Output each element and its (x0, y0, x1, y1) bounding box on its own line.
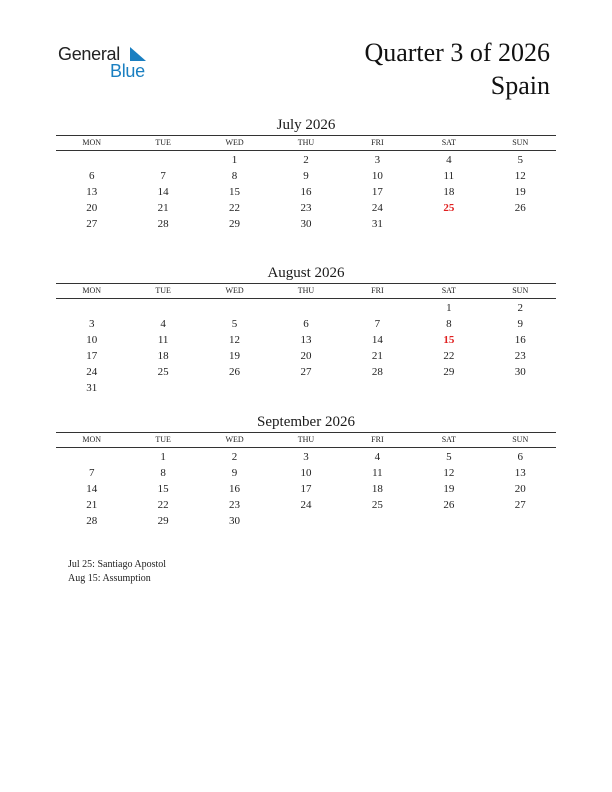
day-cell: 24 (86, 366, 98, 378)
day-cell: 4 (446, 154, 452, 166)
month-title: September 2026 (257, 414, 355, 430)
week-row (56, 316, 556, 332)
week-row (56, 216, 556, 232)
week-row (56, 332, 556, 348)
holiday-note: Aug 15: Assumption (68, 573, 151, 584)
empty-day-cell (127, 152, 198, 168)
day-cell: 29 (157, 515, 169, 527)
weekday-header-row (56, 283, 556, 299)
weekday-header: WED (225, 286, 244, 295)
day-cell: 5 (231, 318, 238, 330)
day-cell: 30 (229, 515, 241, 527)
day-cell: 4 (160, 318, 166, 330)
week-row (56, 152, 556, 168)
day-cell: 10 (300, 467, 312, 479)
weekday-header: SUN (512, 286, 529, 295)
day-cell: 28 (86, 515, 98, 527)
weekday-header: TUE (155, 286, 171, 295)
weekday-header: MON (82, 435, 102, 444)
day-cell: 1 (446, 302, 452, 314)
month-title: August 2026 (267, 265, 345, 281)
month-august (56, 264, 556, 396)
day-cell: 2 (303, 154, 309, 166)
day-cell: 11 (157, 334, 169, 346)
weekday-header: SUN (512, 138, 529, 147)
day-cell: 31 (86, 382, 98, 394)
day-cell: 29 (443, 366, 455, 378)
weekday-header: FRI (371, 138, 384, 147)
day-cell: 6 (88, 170, 95, 182)
day-cell: 13 (514, 467, 526, 479)
logo-blue-text: Blue (110, 61, 145, 81)
day-cell: 15 (157, 483, 169, 495)
day-cell: 20 (300, 350, 312, 362)
day-cell: 6 (517, 451, 523, 463)
empty-day-cell (56, 152, 127, 168)
day-cell: 24 (371, 202, 383, 214)
week-row (56, 300, 556, 316)
week-row (56, 481, 556, 497)
day-cell: 5 (517, 154, 523, 166)
day-cell: 27 (86, 218, 98, 230)
day-cell: 24 (300, 499, 312, 511)
day-cell: 25 (371, 499, 383, 511)
day-cell: 7 (374, 318, 381, 330)
day-cell: 3 (303, 451, 309, 463)
day-cell: 14 (86, 483, 98, 495)
title-country: Spain (490, 71, 550, 100)
empty-day-cell (413, 513, 484, 529)
weekday-header: TUE (155, 138, 171, 147)
day-cell: 8 (446, 318, 452, 330)
weekday-header: FRI (371, 286, 384, 295)
weekday-header: SUN (512, 435, 529, 444)
day-cell: 23 (514, 350, 526, 362)
empty-day-cell (270, 300, 341, 316)
day-cell: 9 (231, 467, 238, 479)
day-cell: 21 (157, 202, 169, 214)
day-cell: 16 (514, 334, 526, 346)
week-row (56, 380, 556, 396)
weekday-header: SAT (441, 286, 456, 295)
day-cell: 7 (88, 467, 95, 479)
weekday-header: FRI (371, 435, 384, 444)
day-cell: 7 (160, 170, 166, 182)
day-cell: 2 (231, 451, 238, 463)
empty-day-cell (485, 513, 556, 529)
empty-day-cell (56, 449, 127, 465)
day-cell: 31 (371, 218, 383, 230)
day-cell: 21 (371, 350, 383, 362)
day-cell: 23 (300, 202, 312, 214)
weekday-header-row (56, 135, 556, 151)
empty-day-cell (485, 380, 556, 396)
day-cell: 20 (514, 483, 526, 495)
logo-general-text: General (58, 44, 120, 64)
day-cell: 18 (157, 350, 169, 362)
month-july (56, 116, 556, 232)
day-cell: 11 (443, 170, 455, 182)
day-cell: 12 (443, 467, 455, 479)
title-quarter: Quarter 3 of 2026 (364, 38, 550, 67)
day-cell: 21 (86, 499, 98, 511)
weekday-header: SAT (441, 138, 456, 147)
empty-day-cell (199, 380, 270, 396)
holiday-note: Jul 25: Santiago Apostol (68, 559, 167, 570)
day-cell: 9 (303, 170, 309, 182)
day-cell: 3 (374, 154, 381, 166)
holiday-day-cell: 25 (443, 202, 455, 214)
weekday-header: MON (82, 286, 102, 295)
empty-day-cell (270, 513, 341, 529)
day-cell: 10 (86, 334, 98, 346)
day-cell: 28 (157, 218, 169, 230)
day-cell: 20 (86, 202, 98, 214)
week-row (56, 184, 556, 200)
week-row (56, 348, 556, 364)
day-cell: 28 (371, 366, 383, 378)
day-cell: 26 (443, 499, 455, 511)
day-cell: 17 (371, 186, 383, 198)
weekday-header: TUE (155, 435, 171, 444)
day-cell: 27 (514, 499, 526, 511)
day-cell: 1 (231, 154, 238, 166)
generalblue-logo (58, 44, 158, 84)
weekday-header: THU (297, 286, 315, 295)
logo-triangle-icon (124, 47, 146, 61)
day-cell: 17 (300, 483, 312, 495)
day-cell: 23 (229, 499, 241, 511)
day-cell: 17 (86, 350, 98, 362)
day-cell: 6 (303, 318, 309, 330)
empty-day-cell (342, 513, 413, 529)
weekday-header: SAT (441, 435, 456, 444)
day-cell: 13 (86, 186, 98, 198)
holiday-day-cell: 15 (443, 334, 455, 346)
empty-day-cell (270, 380, 341, 396)
day-cell: 2 (517, 302, 523, 314)
day-cell: 16 (229, 483, 241, 495)
weekday-header-row (56, 432, 556, 448)
week-row (56, 465, 556, 481)
day-cell: 5 (446, 451, 452, 463)
month-september (56, 413, 556, 529)
day-cell: 19 (229, 350, 241, 362)
day-cell: 18 (443, 186, 455, 198)
day-cell: 25 (157, 366, 169, 378)
empty-day-cell (342, 380, 413, 396)
day-cell: 3 (88, 318, 95, 330)
week-row (56, 168, 556, 184)
weekday-header: MON (82, 138, 102, 147)
day-cell: 19 (443, 483, 455, 495)
day-cell: 14 (157, 186, 169, 198)
day-cell: 27 (300, 366, 312, 378)
day-cell: 4 (374, 451, 381, 463)
day-cell: 19 (514, 186, 526, 198)
day-cell: 1 (160, 451, 166, 463)
day-cell: 12 (514, 170, 526, 182)
day-cell: 30 (514, 366, 526, 378)
day-cell: 15 (229, 186, 241, 198)
day-cell: 18 (371, 483, 383, 495)
week-row (56, 513, 556, 529)
weekday-header: WED (225, 138, 244, 147)
day-cell: 22 (229, 202, 241, 214)
month-title: July 2026 (276, 117, 336, 133)
empty-day-cell (199, 300, 270, 316)
weekday-header: THU (297, 138, 315, 147)
empty-day-cell (56, 300, 127, 316)
day-cell: 8 (160, 467, 166, 479)
day-cell: 26 (514, 202, 526, 214)
day-cell: 12 (229, 334, 241, 346)
day-cell: 9 (517, 318, 523, 330)
day-cell: 11 (372, 467, 383, 479)
day-cell: 30 (300, 218, 312, 230)
day-cell: 8 (231, 170, 238, 182)
day-cell: 16 (300, 186, 312, 198)
empty-day-cell (413, 380, 484, 396)
day-cell: 13 (300, 334, 312, 346)
day-cell: 26 (229, 366, 241, 378)
day-cell: 14 (371, 334, 383, 346)
day-cell: 22 (157, 499, 169, 511)
week-row (56, 200, 556, 216)
page-title (364, 36, 550, 102)
day-cell: 22 (443, 350, 455, 362)
week-row (56, 497, 556, 513)
empty-day-cell (342, 300, 413, 316)
empty-day-cell (127, 380, 198, 396)
week-row (56, 364, 556, 380)
empty-day-cell (485, 216, 556, 232)
empty-day-cell (413, 216, 484, 232)
holiday-notes (68, 558, 166, 586)
day-cell: 10 (371, 170, 383, 182)
empty-day-cell (127, 300, 198, 316)
weekday-header: WED (225, 435, 244, 444)
week-row (56, 449, 556, 465)
day-cell: 29 (229, 218, 241, 230)
weekday-header: THU (297, 435, 315, 444)
